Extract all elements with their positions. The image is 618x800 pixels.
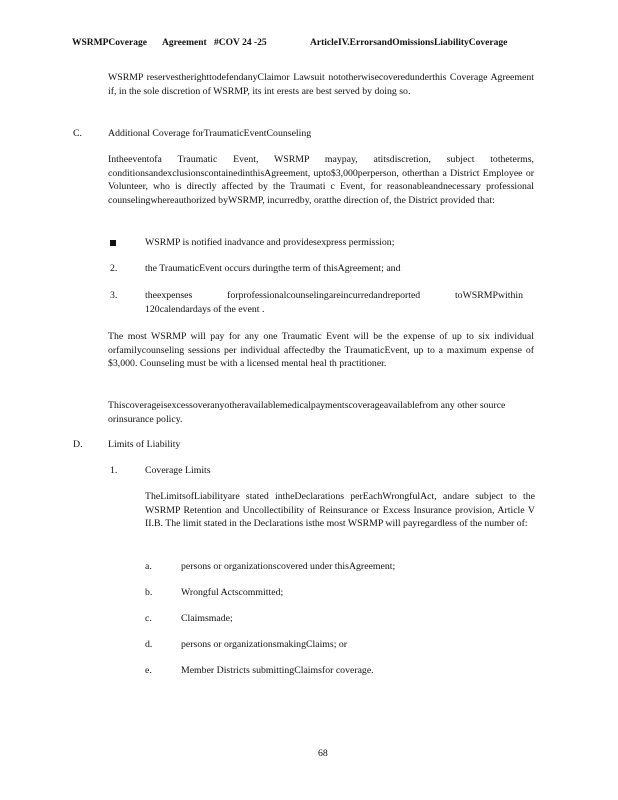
limit-item-d: persons or organizationsmakingClaims; or	[181, 639, 348, 650]
limit-item-b: Wrongful Actscommitted;	[181, 587, 284, 598]
section-c-paragraph: Intheeventofa Traumatic Event, WSRMP maypay, atitsdiscretion, subject totheterms, conditionsandexclusionscontainedinthisAgreement, upto$3,000perperson, otherthan a District Employee or Volunteer, who is directly affected by the Traumati c Event, for reasonableandnecessary professional counselingwhereauthorized byWSRMP, incurredby, oratthe direction of, the District provided that:	[108, 154, 534, 206]
section-c-paragraph-3: Thiscoverageisexcessoveranyotheravailablemedicalpaymentscoverageavailablefrom any other source orinsurance policy.	[108, 400, 506, 425]
section-d-marker: D.	[73, 439, 83, 450]
limit-item-d-marker: d.	[145, 639, 153, 650]
limit-item-e-marker: e.	[145, 665, 152, 676]
subsection-1-paragraph: TheLimitsofLiabilityare stated intheDeclarations perEachWrongfulAct, andare subject to the WSRMP Retention and Uncollectibility of Reinsurance or Excess Insurance provision, Article V II.B. The limit stated in the Declarations isthe most WSRMP will payregardless of the number of:	[145, 491, 535, 529]
section-c-item-3: theexpenses forprofessionalcounselingareincurredandreported toWSRMPwithin 120calendardays of the event .	[145, 290, 523, 315]
limit-item-e: Member Districts submittingClaimsfor coverage.	[181, 665, 374, 676]
subsection-1-title: Coverage Limits	[145, 465, 211, 476]
section-c-item-1: WSRMP is notified inadvance and providesexpress permission;	[145, 237, 395, 248]
limit-item-a: persons or organizationscovered under thisAgreement;	[181, 561, 396, 572]
section-c-marker: C.	[73, 128, 82, 139]
limit-item-c-marker: c.	[145, 613, 152, 624]
section-c-title: Additional Coverage forTraumaticEventCounseling	[108, 128, 312, 139]
page-number: 68	[318, 748, 328, 759]
section-d-title: Limits of Liability	[108, 439, 181, 450]
section-c-item-2: the TraumaticEvent occurs duringthe term of thisAgreement; and	[145, 263, 401, 274]
header-article: ArticleIV.ErrorsandOmissionsLiabilityCoverage	[310, 38, 508, 48]
section-c-paragraph-2: The most WSRMP will pay for any one Traumatic Event will be the expense of up to six individual orfamilycounseling sessions per individual affectedby the TraumaticEvent, up to a maximum expense of $3,000. Counseling must be with a licensed mental heal th practitioner.	[108, 331, 534, 369]
header-title: WSRMPCoverage	[72, 38, 147, 48]
header-contract-number: #COV 24 -25	[214, 38, 267, 48]
section-c-item-3-marker: 3.	[110, 290, 118, 301]
bullet-square-icon	[110, 240, 116, 246]
intro-paragraph: WSRMP reservestherighttodefendanyClaimor Lawsuit nototherwisecoveredunderthis Coverage Agreement if, in the sole discretion of WSRMP, its int erests are best served by doing so.	[108, 72, 534, 97]
section-c-item-2-marker: 2.	[110, 263, 118, 274]
running-header	[72, 38, 542, 48]
limit-item-b-marker: b.	[145, 587, 153, 598]
subsection-1-marker: 1.	[110, 465, 118, 476]
limit-item-c: Claimsmade;	[181, 613, 233, 624]
limit-item-a-marker: a.	[145, 561, 152, 572]
header-agreement: Agreement	[162, 38, 207, 48]
